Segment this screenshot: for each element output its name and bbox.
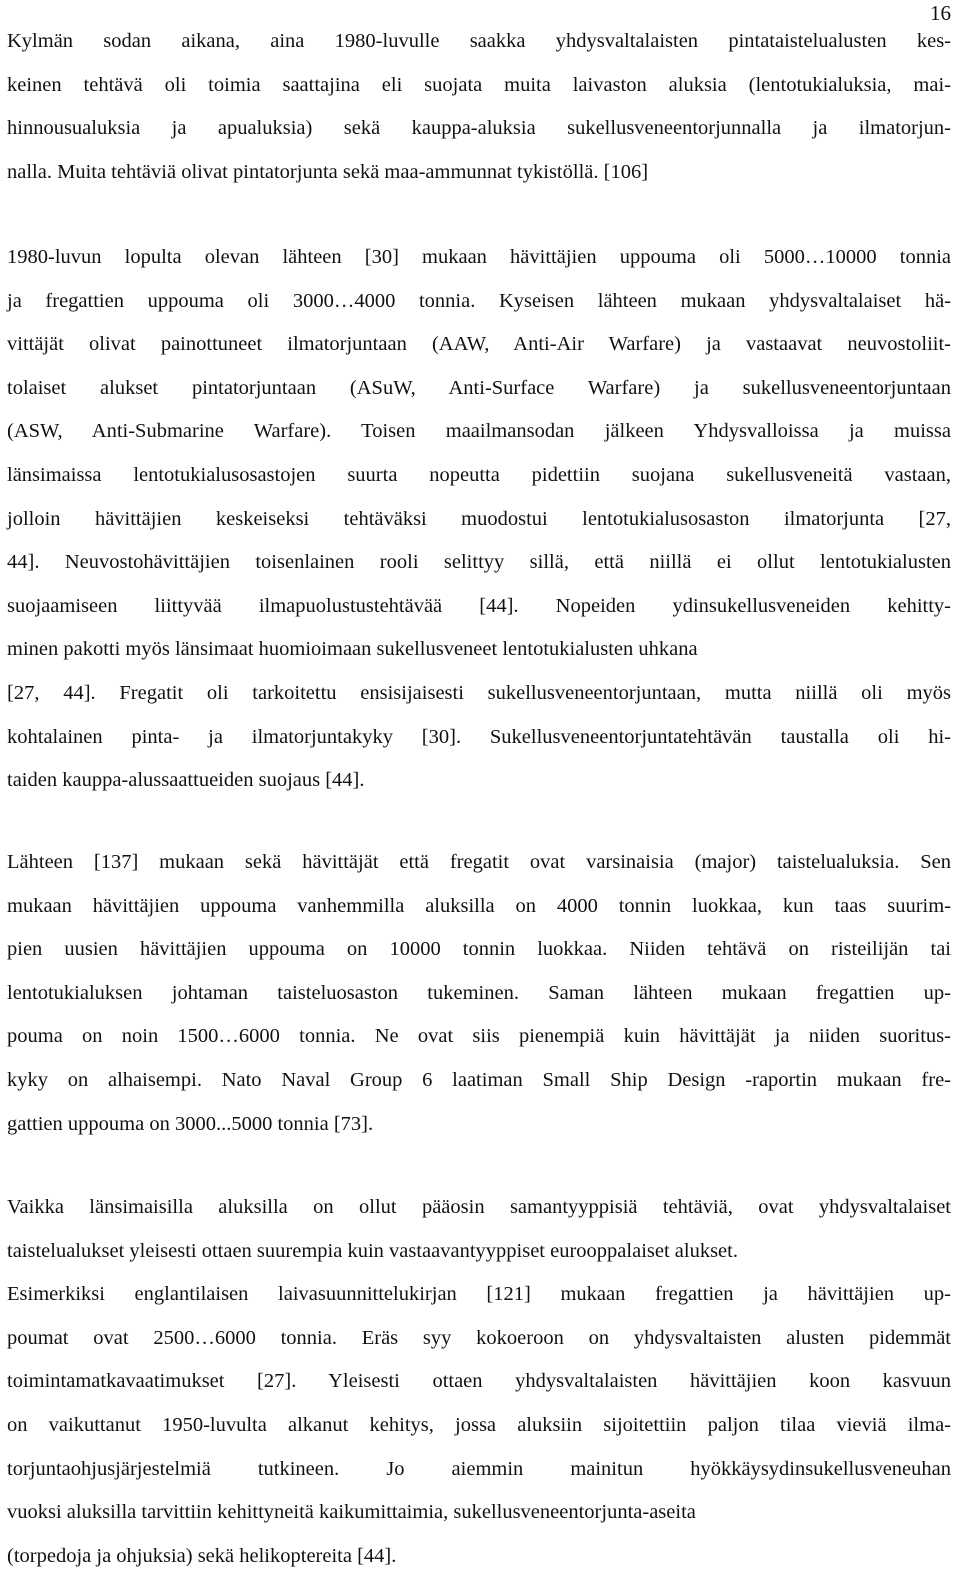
text-line: Lähteen [137] mukaan sekä hävittäjät että fregatit ovat varsinaisia (major) taistelualuksia. Sen [7,851,951,873]
text-line: pien uusien hävittäjien uppouma on 10000 tonnin luokkaa. Niiden tehtävä on risteilijän tai [7,938,951,961]
text-line: Vaikka länsimaisilla aluksilla on ollut pääosin samantyyppisiä tehtäviä, ovat yhdysvaltalaiset [7,1196,951,1218]
text-line: Esimerkiksi englantilaisen laivasuunnittelukirjan [121] mukaan fregattien ja hävittäjien up- [7,1283,951,1306]
text-line: toimintamatkavaatimukset [27]. Yleisesti ottaen yhdysvaltalaisten hävittäjien koon kasvuun [7,1370,951,1393]
text-line: jolloin hävittäjien keskeiseksi tehtäväksi muodostui lentotukialusosaston ilmatorjunta [27, [7,507,951,530]
text-line: (ASW, Anti-Submarine Warfare). Toisen maailmansodan jälkeen Yhdysvalloissa ja muissa [7,420,951,443]
text-line: minen pakotti myös länsimaat huomioimaan sukellusveneet lentotukialusten uhkana [7,638,698,661]
text-line: (torpedoja ja ohjuksia) sekä helikoptereita [44]. [7,1544,397,1567]
text-line: mukaan hävittäjien uppouma vanhemmilla aluksilla on 4000 tonnin luokkaa, kun taas suurim- [7,894,951,917]
paragraph-4 [7,1186,951,1578]
text-line: poumat ovat 2500…6000 tonnia. Eräs syy kokoeroon on yhdysvaltaisten alusten pidemmät [7,1326,951,1349]
paragraph-3 [7,841,951,1146]
text-line: suojaamiseen liittyvää ilmapuolustustehtävää [44]. Nopeiden ydinsukellusveneiden kehitty- [7,594,951,617]
text-line: gattien uppouma on 3000...5000 tonnia [73]. [7,1112,374,1135]
text-line: nalla. Muita tehtäviä olivat pintatorjunta sekä maa-ammunnat tykistöllä. [106] [7,160,649,183]
text-line: hinnousualuksia ja apualuksia) sekä kauppa-aluksia sukellusveneentorjunnalla ja ilmatorjun- [7,117,951,140]
text-line: lentotukialuksen johtaman taisteluosaston tukeminen. Saman lähteen mukaan fregattien up- [7,981,951,1004]
text-line: kohtalainen pinta- ja ilmatorjuntakyky [30]. Sukellusveneentorjuntatehtävän taustalla oli hi- [7,725,951,748]
text-line: torjuntaohjusjärjestelmiä tutkineen. Jo aiemmin mainitun hyökkäysydinsukellusveneuhan [7,1457,951,1480]
text-line: taistelualukset yleisesti ottaen suurempia kuin vastaavantyyppiset eurooppalaiset alukset. [7,1239,738,1262]
text-line: tolaiset alukset pintatorjuntaan (ASuW, Anti-Surface Warfare) ja sukellusveneentorjuntaan [7,376,951,399]
text-line: vittäjät olivat painottuneet ilmatorjuntaan (AAW, Anti-Air Warfare) ja vastaavat neuvostoliit- [7,333,951,356]
text-line: 44]. Neuvostohävittäjien toisenlainen rooli selittyy sillä, että niillä ei ollut lentotukialusten [7,551,951,574]
paragraph-1 [7,20,951,194]
text-line: taiden kauppa-alussaattueiden suojaus [44]. [7,769,365,792]
page-number: 16 [930,1,951,25]
text-line: länsimaissa lentotukialusosastojen suurta nopeutta pidettiin suojana sukellusveneitä vastaan, [7,463,951,486]
text-line: keinen tehtävä oli toimia saattajina eli suojata muita laivaston aluksia (lentotukialuksia, mai- [7,73,951,96]
text-line: kyky on alhaisempi. Nato Naval Group 6 laatiman Small Ship Design -raportin mukaan fre- [7,1068,951,1091]
text-line: [27, 44]. Fregatit oli tarkoitettu ensisijaisesti sukellusveneentorjuntaan, mutta niillä oli myös [7,681,951,704]
text-line: vuoksi aluksilla tarvittiin kehittyneitä kaikumittaimia, sukellusveneentorjunta-aseita [7,1501,696,1524]
text-line: 1980-luvun lopulta olevan lähteen [30] mukaan hävittäjien uppouma oli 5000…10000 tonnia [7,246,951,268]
text-line: Kylmän sodan aikana, aina 1980-luvulle saakka yhdysvaltalaisten pintataistelualusten kes- [7,30,951,52]
text-line: on vaikuttanut 1950-luvulta alkanut kehitys, jossa aluksiin sijoitettiin paljon tilaa vieviä ilma- [7,1413,951,1436]
text-line: ja fregattien uppouma oli 3000…4000 tonnia. Kyseisen lähteen mukaan yhdysvaltalaiset hä- [7,289,951,312]
paragraph-2 [7,236,951,803]
text-line: pouma on noin 1500…6000 tonnia. Ne ovat siis pienempiä kuin hävittäjät ja niiden suoritus- [7,1025,951,1048]
